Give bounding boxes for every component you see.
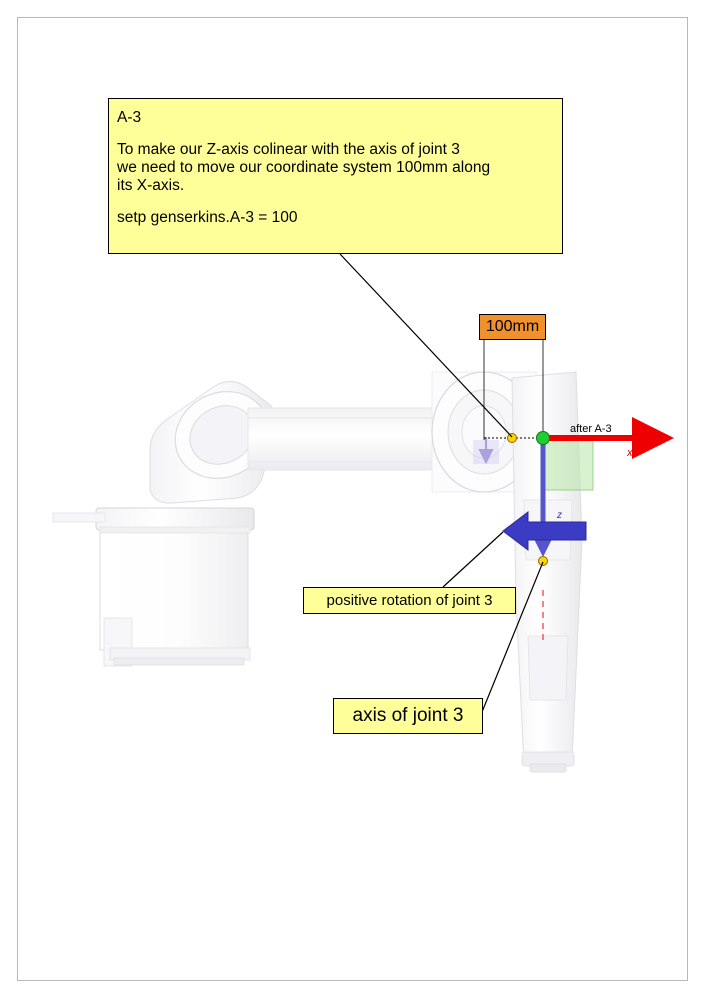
- label-positive-rotation: positive rotation of joint 3: [303, 587, 516, 614]
- note-spacer: [117, 127, 552, 141]
- label-after-a3: after A-3: [570, 423, 612, 435]
- note-spacer-2: [117, 195, 552, 209]
- label-z-axis: z: [557, 510, 562, 521]
- note-body-line-3: its X-axis.: [117, 177, 185, 194]
- dimension-label-100mm: 100mm: [479, 314, 546, 340]
- label-x-axis: x: [627, 447, 633, 459]
- note-body-line-1: To make our Z-axis colinear with the axis of joint 3: [117, 141, 460, 158]
- robot-base: [53, 508, 254, 666]
- label-axis-of-joint-3: axis of joint 3: [333, 698, 483, 734]
- previous-z-arrow: [473, 437, 499, 464]
- note-command: setp genserkins.A-3 = 100: [117, 209, 298, 226]
- note-body-line-2: we need to move our coordinate system 100mm along: [117, 159, 491, 176]
- note-a3-callout: [108, 98, 563, 254]
- frame-plane: [545, 438, 593, 490]
- note-heading: A-3: [117, 109, 142, 126]
